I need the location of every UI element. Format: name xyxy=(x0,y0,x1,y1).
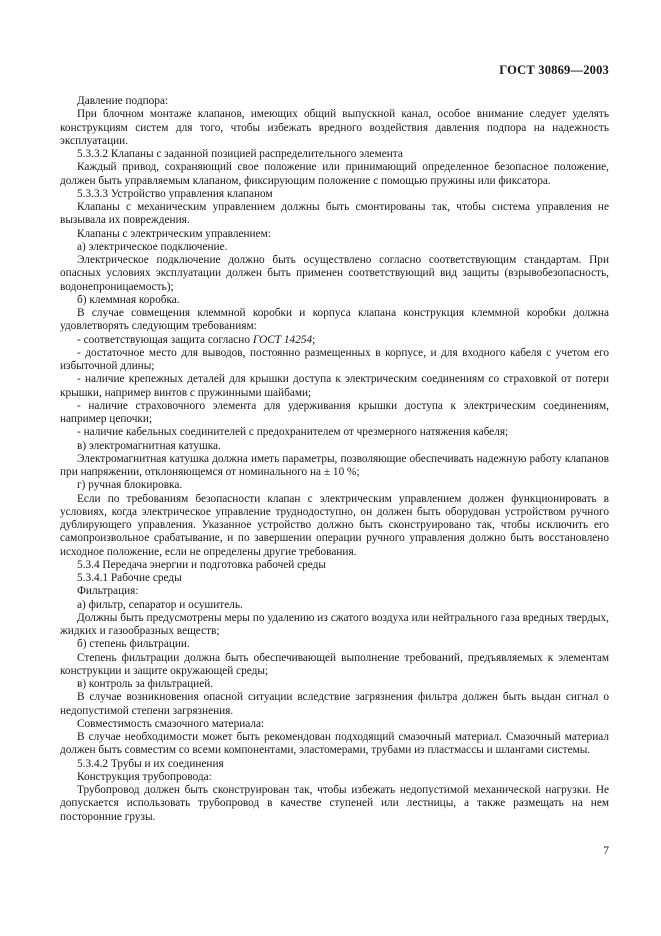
list-item: - наличие крепежных деталей для крышки доступа к электрическим соединениям со страховкой от потери крышки, например винтов с пружинными шайбами; xyxy=(60,373,609,399)
gost-reference-link: ГОСТ 14254 xyxy=(252,333,313,346)
paragraph: Степень фильтрации должна быть обеспечивающей выполнение требований, предъявляемых к элементам конструкции и защите окружающей среды; xyxy=(60,651,609,677)
list-item: г) ручная блокировка. xyxy=(77,479,183,492)
list-item: а) фильтр, сепаратор и осушитель. xyxy=(77,598,243,611)
paragraph: В случае необходимости может быть рекомендован подходящий смазочный материал. Смазочный материал должен быть совместим со всеми компонентами, эластомерами, трубами из пластмассы и шлангами системы. xyxy=(60,731,609,757)
paragraph: В случае возникновения опасной ситуации вследствие загрязнения фильтра должен быть выдан сигнал о недопустимой степени загрязнения. xyxy=(60,691,609,717)
paragraph: Электромагнитная катушка должна иметь параметры, позволяющие обеспечивать надежную работу клапанов при напряжении, отклоняющемся от номинального на ± 10 %; xyxy=(60,452,609,478)
paragraph: Совместимость смазочного материала: xyxy=(77,717,265,730)
section-heading: 5.3.4.2 Трубы и их соединения xyxy=(77,757,224,770)
section-heading: 5.3.3.3 Устройство управления клапаном xyxy=(77,187,273,200)
list-item: в) электромагнитная катушка. xyxy=(77,439,221,452)
list-item: б) степень фильтрации. xyxy=(77,638,190,651)
list-item: в) контроль за фильтрацией. xyxy=(77,678,214,690)
paragraph: Если по требованиям безопасности клапан с электрическим управлением должен функционировать в условиях, когда электрическое управление труднодоступно, он должен быть оборудован устройством ручного дублирующего управления. Указанное устройство должно быть сконструировано так, чтобы исключить его самопроизвольное срабатывание, и по завершении операции ручного управления должно быть восстановлено исходное положение, если не определены другие требования. xyxy=(60,492,609,558)
paragraph: Фильтрация: xyxy=(77,585,139,598)
section-heading: 5.3.4 Передача энергии и подготовка рабочей среды xyxy=(77,558,326,571)
page-number: 7 xyxy=(603,845,609,857)
paragraph: В случае совмещения клеммной коробки и корпуса клапана конструкция клеммной коробки должна удовлетворять следующим требованиям: xyxy=(60,307,609,333)
paragraph: При блочном монтаже клапанов, имеющих общий выпускной канал, особое внимание следует уделять конструкциям систем для того, чтобы избежать вредного воздействия давления подпора на надежность эксплуатации. xyxy=(60,108,609,147)
paragraph: Каждый привод, сохраняющий свое положение или принимающий определенное безопасное положение, должен быть управляемым клапаном, фиксирующим положение с помощью пружины или фиксатора. xyxy=(60,161,609,187)
list-item-suffix: ; xyxy=(312,333,316,346)
section-heading: 5.3.4.1 Рабочие среды xyxy=(77,572,182,584)
list-item-text: - соответствующая защита согласно xyxy=(77,333,253,346)
list-item: - наличие кабельных соединителей с предохранителем от чрезмерного натяжения кабеля; xyxy=(77,426,509,439)
section-heading: 5.3.3.2 Клапаны с заданной позицией распределительного элемента xyxy=(77,148,403,160)
document-body xyxy=(60,95,609,824)
list-item xyxy=(60,334,609,347)
paragraph: Клапаны с механическим управлением должны быть смонтированы так, чтобы система управления не вызывала их повреждения. xyxy=(60,201,609,227)
paragraph: Трубопровод должен быть сконструирован так, чтобы избежать недопустимой механической нагрузки. Не допускается использовать трубопровод в качестве ступеней или лестницы, а также размещать на нем посторонние грузы. xyxy=(60,784,609,823)
list-item: - наличие страховочного элемента для удерживания крышки доступа к электрическим соединениям, например цепочки; xyxy=(60,399,609,425)
list-item: а) электрическое подключение. xyxy=(77,240,228,253)
standard-header: ГОСТ 30869—2003 xyxy=(499,63,609,77)
paragraph: Конструкция трубопровода: xyxy=(77,770,212,783)
paragraph: Давление подпора: xyxy=(77,95,169,107)
list-item: б) клеммная коробка. xyxy=(77,293,180,306)
paragraph: Электрическое подключение должно быть осуществлено согласно соответствующим стандартам. При опасных условиях эксплуатации должен быть применен соответствующий вид защиты (взрывобезопасность, водонепроницаемость); xyxy=(60,254,609,293)
paragraph: Клапаны с электрическим управлением: xyxy=(77,227,271,240)
paragraph: Должны быть предусмотрены меры по удалению из сжатого воздуха или нейтрального газа вредных твердых, жидких и газообразных веществ; xyxy=(60,611,609,637)
list-item: - достаточное место для выводов, постоянно размещенных в корпусе, и для входного кабеля с учетом его избыточной длины; xyxy=(60,346,609,372)
